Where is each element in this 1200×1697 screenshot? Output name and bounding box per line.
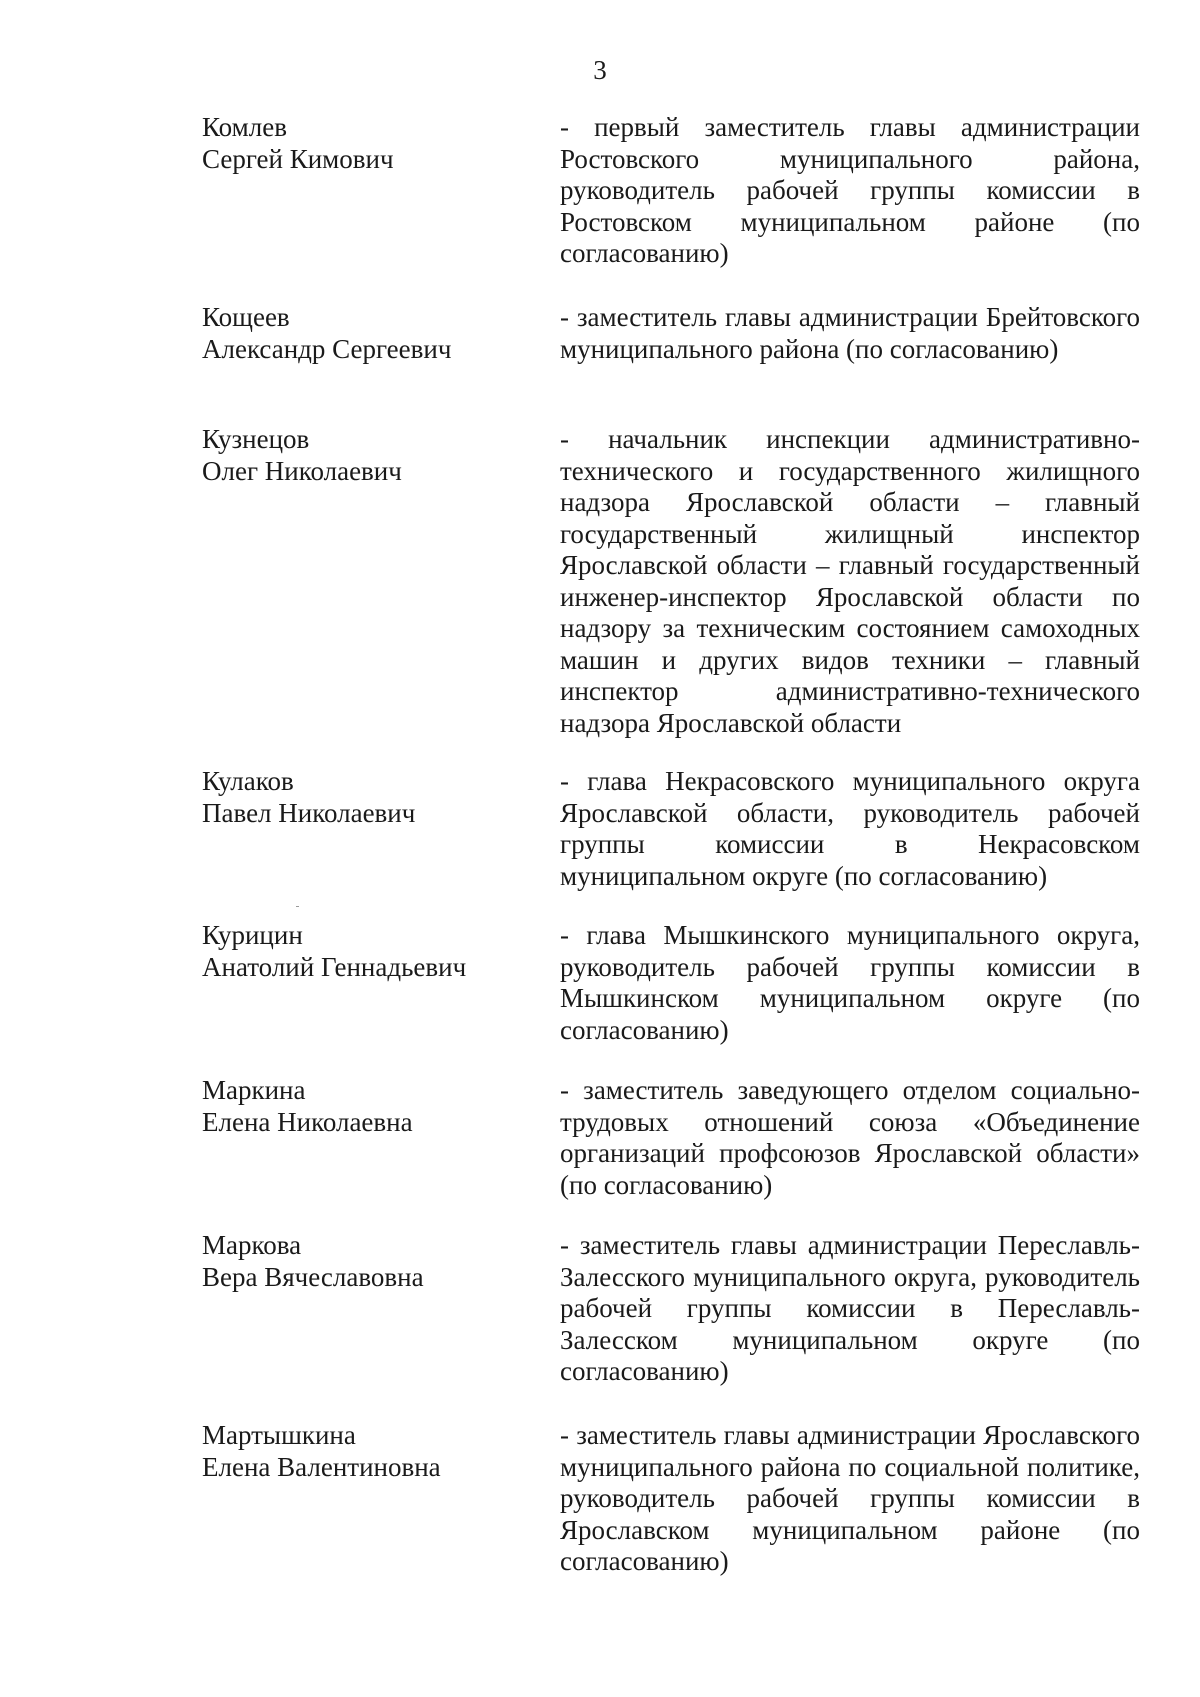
member-given-names: Сергей Кимович	[202, 143, 394, 174]
member-given-names: Александр Сергеевич	[202, 333, 452, 364]
member-name	[202, 920, 542, 983]
member-surname: Маркова	[202, 1230, 302, 1260]
member-position: - заместитель заведующего отделом социально-трудовых отношений союза «Объединение организаций профсоюзов Ярославской области» (по согласованию)	[560, 1075, 1140, 1200]
member-position: - заместитель главы администрации Переславль-Залесского муниципального округа, руководитель рабочей группы комиссии в Переславль-Залесском муниципальном округе (по согласованию)	[560, 1230, 1140, 1386]
member-position: - начальник инспекции административно-технического и государственного жилищного надзора Ярославской области – главный государственный жилищный инспектор Ярославской области – главный государственный инженер-инспектор Ярославской области по надзору за техническим состоянием самоходных машин и других видов техники – главный инспектор административно-технического надзора Ярославской области	[560, 424, 1140, 738]
member-surname: Кулаков	[202, 766, 294, 796]
member-name	[202, 766, 542, 829]
member-name	[202, 1075, 542, 1138]
member-position: - первый заместитель главы администрации Ростовского муниципального района, руководитель рабочей группы комиссии в Ростовском муниципальном районе (по согласованию)	[560, 112, 1140, 268]
member-position: - глава Мышкинского муниципального округа, руководитель рабочей группы комиссии в Мышкинском муниципальном округе (по согласованию)	[560, 920, 1140, 1045]
member-surname: Кузнецов	[202, 424, 310, 454]
page-number: 3	[593, 55, 607, 85]
member-name	[202, 1420, 542, 1483]
member-position: - заместитель главы администрации Ярославского муниципального района по социальной политике, руководитель рабочей группы комиссии в Ярославском муниципальном районе (по согласованию)	[560, 1420, 1140, 1576]
member-surname: Комлев	[202, 112, 287, 142]
member-given-names: Вера Вячеславовна	[202, 1261, 424, 1292]
member-given-names: Павел Николаевич	[202, 797, 416, 828]
member-given-names: Елена Николаевна	[202, 1106, 413, 1137]
member-surname: Кощеев	[202, 302, 290, 332]
member-surname: Курицин	[202, 920, 303, 950]
member-name	[202, 112, 542, 175]
member-name	[202, 302, 542, 365]
member-name	[202, 1230, 542, 1293]
member-name	[202, 424, 542, 487]
member-given-names: Анатолий Геннадьевич	[202, 951, 467, 982]
scan-speck	[296, 906, 299, 907]
member-position: - заместитель главы администрации Брейтовского муниципального района (по согласованию)	[560, 302, 1140, 364]
member-given-names: Елена Валентиновна	[202, 1451, 441, 1482]
member-surname: Мартышкина	[202, 1420, 356, 1450]
member-surname: Маркина	[202, 1075, 306, 1105]
member-position: - глава Некрасовского муниципального округа Ярославской области, руководитель рабочей группы комиссии в Некрасовском муниципальном округе (по согласованию)	[560, 766, 1140, 891]
member-given-names: Олег Николаевич	[202, 455, 402, 486]
